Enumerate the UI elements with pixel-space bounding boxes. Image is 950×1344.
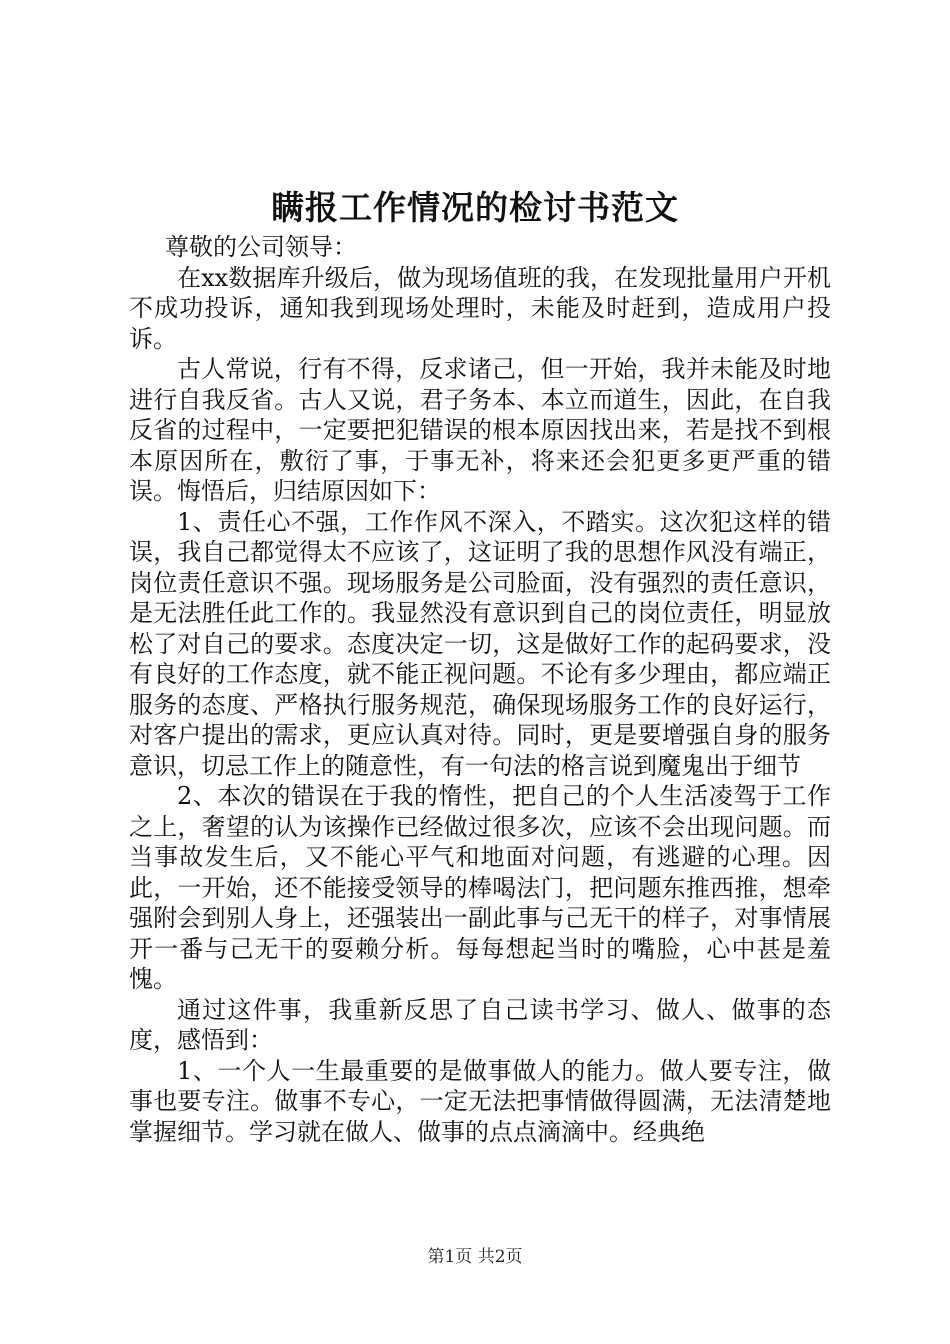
paragraph: 在xx数据库升级后，做为现场值班的我，在发现批量用户开机不成功投诉，通知我到现场处理时，未能及时赶到，造成用户投诉。	[129, 263, 831, 353]
paragraph: 1、一个人一生最重要的是做事做人的能力。做人要专注，做事也要专注。做事不专心，一定无法把事情做得圆满，无法清楚地掌握细节。学习就在做人、做事的点点滴滴中。经典绝	[129, 1056, 831, 1146]
paragraph: 2、本次的错误在于我的惰性，把自己的个人生活凌驾于工作之上，奢望的认为该操作已经做过很多次，应该不会出现问题。而当事故发生后，又不能心平气和地面对问题，有逃避的心理。因此，一开始，还不能接受领导的棒喝法门，把问题东推西推，想牵强附会到别人身上，还强装出一副此事与己无干的样子，对事情展开一番与己无干的耍赖分析。每每想起当时的嘴脸，心中甚是羞愧。	[129, 782, 831, 993]
document-title: 瞒报工作情况的检讨书范文	[271, 188, 679, 227]
paragraph: 古人常说，行有不得，反求诸己，但一开始，我并未能及时地进行自我反省。古人又说，君子务本、本立而道生，因此，在自我反省的过程中，一定要把犯错误的根本原因找出来，若是找不到根本原因所在，敷衍了事，于事无补，将来还会犯更多更严重的错误。悔悟后，归结原因如下：	[129, 355, 831, 505]
paragraph: 通过这件事，我重新反思了自己读书学习、做人、做事的态度，感悟到：	[129, 995, 831, 1054]
paragraph: 1、责任心不强，工作作风不深入，不踏实。这次犯这样的错误，我自己都觉得太不应该了，这证明了我的思想作风没有端正，岗位责任意识不强。现场服务是公司脸面，没有强烈的责任意识，是无法胜任此工作的。我显然没有意识到自己的岗位责任，明显放松了对自己的要求。态度决定一切，这是做好工作的起码要求，没有良好的工作态度，就不能正视问题。不论有多少理由，都应端正服务的态度、严格执行服务规范，确保现场服务工作的良好运行，对客户提出的需求，更应认真对待。同时，更是要增强自身的服务意识，切忌工作上的随意性，有一句法的格言说到魔鬼出于细节	[129, 507, 831, 780]
document-body	[129, 232, 831, 1147]
page-footer: 第1页 共2页	[427, 1247, 523, 1267]
greeting: 尊敬的公司领导：	[165, 233, 357, 261]
